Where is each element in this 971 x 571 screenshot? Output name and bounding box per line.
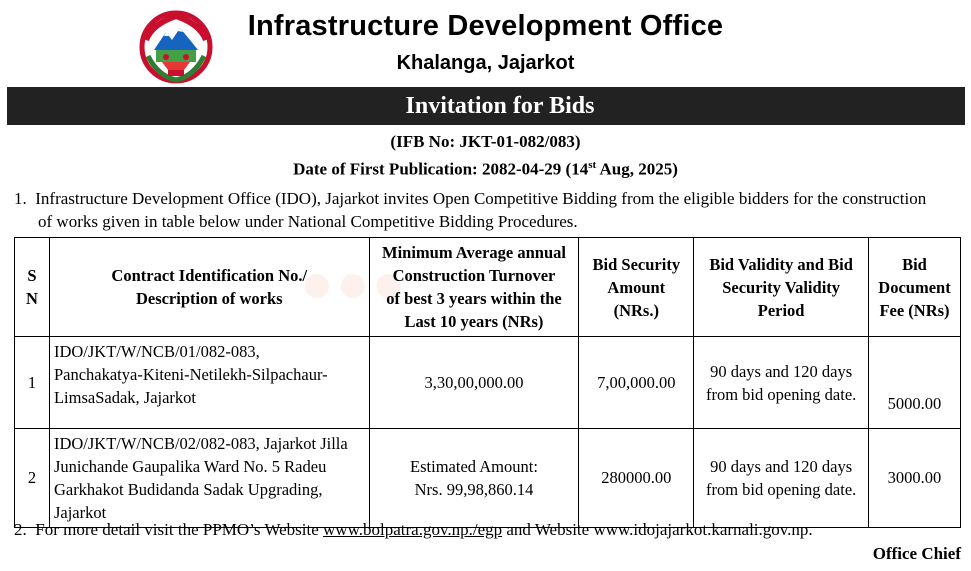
watermark-logo: ●●● <box>300 251 408 314</box>
office-location: Khalanga, Jajarkot <box>396 52 575 74</box>
row-document-fee: 5000.00 <box>868 337 960 429</box>
org-name: Infrastructure Development Office <box>247 10 724 42</box>
publication-date-sup: st <box>588 159 597 171</box>
intro-line-2: of works given in table below under National Competitive Bidding Procedures. <box>38 212 578 231</box>
header-sn: S N <box>15 238 50 337</box>
header-document-fee: Bid Document Fee (NRs) <box>868 238 960 337</box>
intro-line-1: Infrastructure Development Office (IDO), Jajarkot invites Open Competitive Bidding from the eligible bidders for the construction <box>35 189 927 208</box>
publication-date-suffix: Aug, 2025) <box>596 159 678 179</box>
row-sn: 1 <box>15 337 50 429</box>
note-text-1: For more detail visit the PPMO’s Website <box>35 520 324 539</box>
publication-date <box>0 159 971 180</box>
title-banner <box>7 87 965 125</box>
intro-paragraph <box>14 187 964 233</box>
row-validity: 90 days and 120 days from bid opening date. <box>694 429 869 528</box>
header-turnover: Minimum Average annual Construction Turnover of best 3 years within the Last 10 years (NRs) <box>369 238 579 337</box>
header-description: Contract Identification No./ Description of works <box>49 238 369 337</box>
table-header-row <box>15 238 961 337</box>
row-validity: 90 days and 120 days from bid opening date. <box>694 337 869 429</box>
banner-title: Invitation for Bids <box>405 93 595 119</box>
row-description: IDO/JKT/W/NCB/02/082-083, Jajarkot Jilla Junichande Gaupalika Ward No. 5 Radeu Garkhakot Budidanda Sadak Upgrading, Jajarkot <box>49 429 369 528</box>
table-row <box>15 429 961 528</box>
row-bid-security: 7,00,000.00 <box>579 337 694 429</box>
table-row <box>15 337 961 429</box>
row-bid-security: 280000.00 <box>579 429 694 528</box>
row-turnover: 3,30,00,000.00 <box>369 337 579 429</box>
intro-number: 1. <box>14 189 27 208</box>
row-turnover: Estimated Amount: Nrs. 99,98,860.14 <box>369 429 579 528</box>
bids-table <box>14 237 961 528</box>
ifb-number: (IFB No: JKT-01-082/083) <box>390 132 581 151</box>
office-chief-signoff: Office Chief <box>872 544 961 563</box>
row-sn: 2 <box>15 429 50 528</box>
publication-date-prefix: Date of First Publication: 2082-04-29 (14 <box>293 159 589 179</box>
note-number: 2. <box>14 520 27 539</box>
header-validity: Bid Validity and Bid Security Validity Period <box>694 238 869 337</box>
row-description: IDO/JKT/W/NCB/01/082-083, Panchakatya-Kiteni-Netilekh-Silpachaur- LimsaSadak, Jajarkot <box>49 337 369 429</box>
note-text-2: and Website www.idojajarkot.karnali.gov.np. <box>502 520 813 539</box>
bolpatra-link[interactable]: www.bolpatra.gov.np./egp <box>323 520 503 539</box>
row-document-fee: 3000.00 <box>868 429 960 528</box>
footer-note <box>14 520 813 540</box>
header-bid-security: Bid Security Amount (NRs.) <box>579 238 694 337</box>
